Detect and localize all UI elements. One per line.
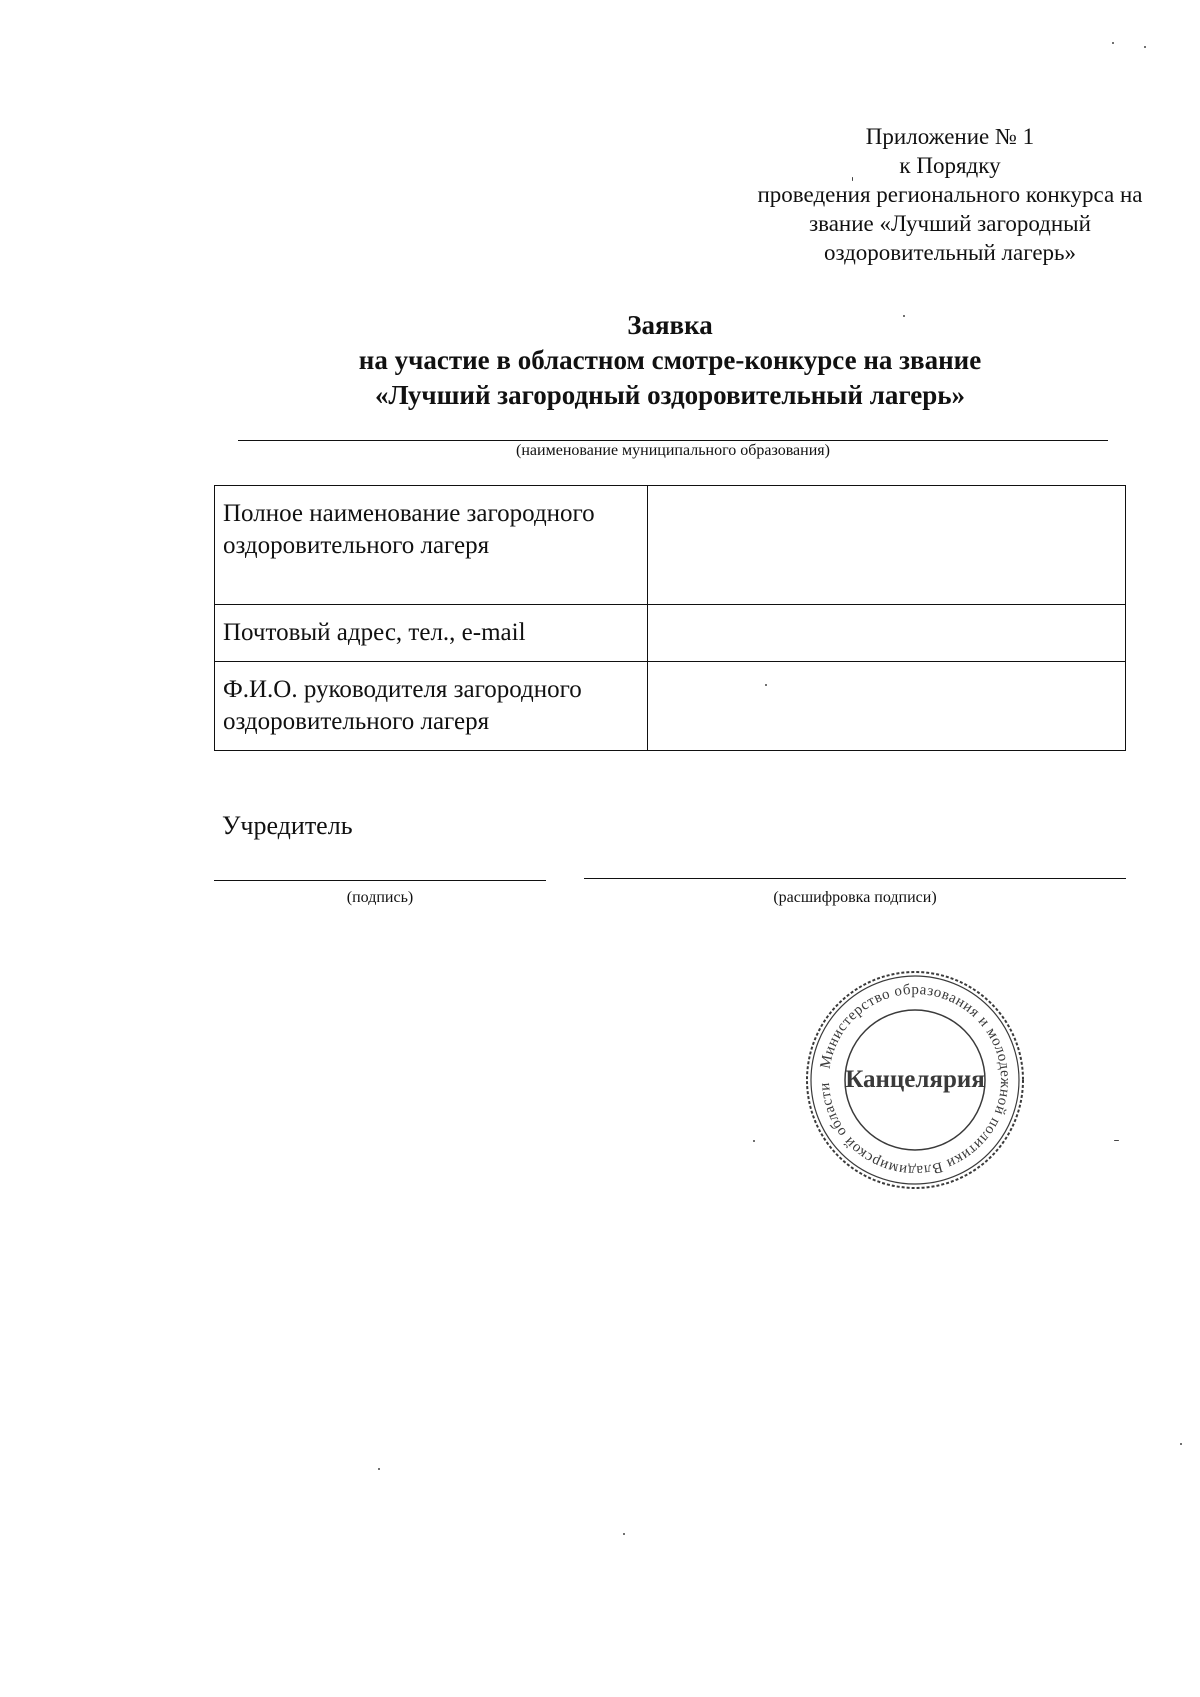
- signature-caption: (подпись): [346, 889, 414, 906]
- appendix-line: оздоровительный лагерь»: [823, 240, 1077, 265]
- scan-speck: [623, 1533, 625, 1535]
- table-row: [215, 662, 1126, 751]
- municipality-caption: (наименование муниципального образования): [516, 442, 830, 459]
- scan-speck: [1114, 1140, 1119, 1141]
- application-form-table: [214, 485, 1126, 751]
- appendix-line: Приложение № 1: [865, 124, 1035, 149]
- scan-speck: [753, 1140, 755, 1142]
- svg-text:Министерство образования и мол: Министерство образования и молодежной политики Владимирской области: [816, 981, 1014, 1179]
- office-stamp: [800, 965, 1030, 1195]
- founder-label: Учредитель: [222, 811, 353, 840]
- table-row: [215, 486, 1126, 605]
- scan-speck: [903, 315, 905, 317]
- signature-decoding-line[interactable]: [584, 878, 1126, 879]
- signature-decoding-caption: (расшифровка подписи): [773, 889, 937, 906]
- row-value-field[interactable]: [648, 486, 1126, 605]
- row-label: Ф.И.О. руководителя загородного оздоровительного лагеря: [215, 662, 648, 751]
- title-line-3: «Лучший загородный оздоровительный лагерь»: [374, 380, 966, 410]
- scan-speck: [1180, 1443, 1182, 1445]
- title-line-2: на участие в областном смотре-конкурсе на звание: [358, 345, 982, 375]
- scan-speck: [1144, 46, 1146, 48]
- scan-speck: [852, 177, 853, 181]
- appendix-line: звание «Лучший загородный: [809, 211, 1091, 236]
- row-label: Полное наименование загородного оздоровительного лагеря: [215, 486, 648, 605]
- appendix-line: к Порядку: [899, 153, 1001, 178]
- document-title: [200, 308, 1140, 413]
- stamp-seal-graphic: [800, 965, 1030, 1195]
- appendix-line: проведения регионального конкурса на: [757, 182, 1143, 207]
- scan-speck: [765, 684, 767, 686]
- appendix-header: [740, 122, 1160, 267]
- scan-speck: [1112, 42, 1114, 44]
- signature-line[interactable]: [214, 880, 546, 881]
- table-row: [215, 605, 1126, 662]
- svg-text:Канцелярия: Канцелярия: [845, 1066, 985, 1093]
- row-value-field[interactable]: [648, 605, 1126, 662]
- row-value-field[interactable]: [648, 662, 1126, 751]
- scan-speck: [378, 1468, 380, 1470]
- title-line-1: Заявка: [627, 310, 713, 340]
- row-label: Почтовый адрес, тел., e-mail: [215, 605, 648, 662]
